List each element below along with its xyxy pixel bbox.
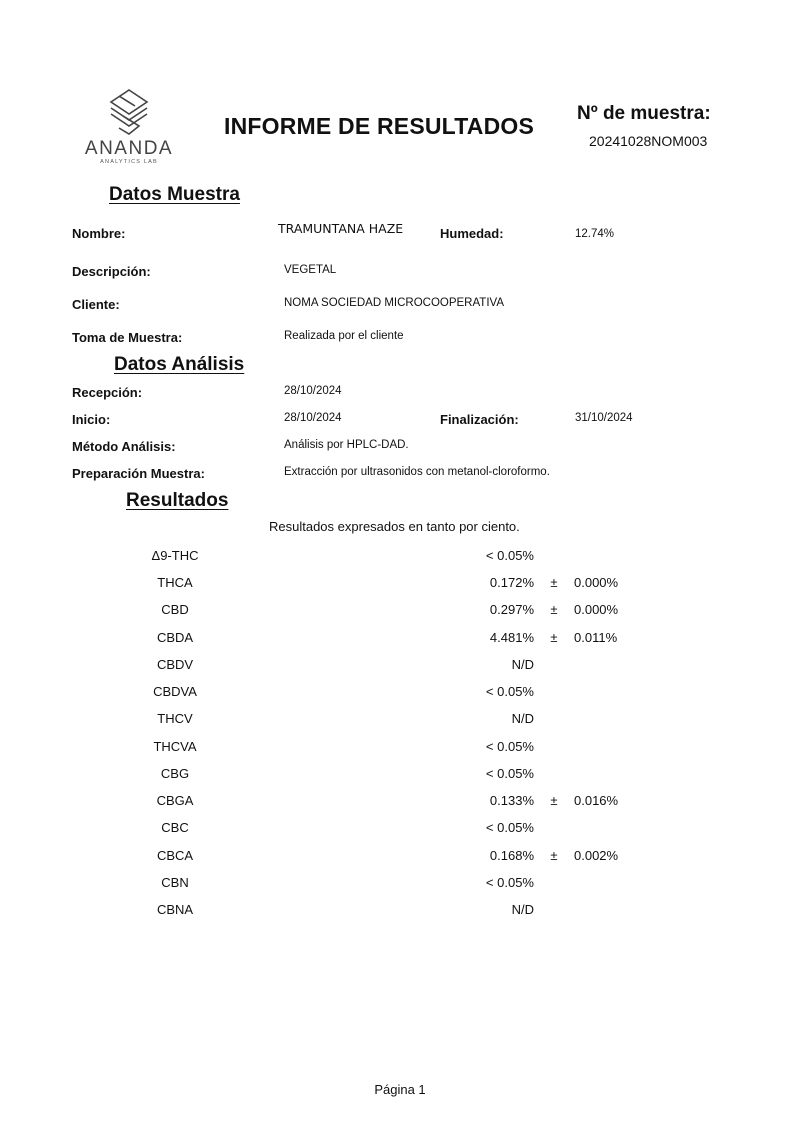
toma-muestra-label: Toma de Muestra: <box>72 330 183 345</box>
cannabinoid-name: THCV <box>157 711 193 726</box>
plus-minus: ± <box>550 793 558 808</box>
preparacion-value: Extracción por ultrasonidos con metanol-cloroformo. <box>284 466 550 478</box>
results-intro: Resultados expresados en tanto por ciento. <box>269 519 520 534</box>
metodo-value: Análisis por HPLC-DAD. <box>284 439 409 451</box>
humedad-label: Humedad: <box>440 226 504 241</box>
cannabinoid-value: < 0.05% <box>485 875 534 890</box>
nombre-value: TRAMUNTANA HAZE <box>278 221 404 236</box>
cannabinoid-name: CBDA <box>156 630 194 645</box>
uncertainty: 0.016% <box>574 793 619 808</box>
cannabinoid-name: CBCA <box>156 848 194 863</box>
cannabinoid-name: Δ9-THC <box>151 548 199 563</box>
plus-minus: ± <box>550 602 558 617</box>
cannabinoid-name: THCA <box>157 575 193 590</box>
inicio-value: 28/10/2024 <box>284 412 342 424</box>
uncertainty: 0.011% <box>574 630 618 645</box>
sample-number: 20241028NOM003 <box>589 133 708 149</box>
cannabinoid-value: 0.172% <box>489 575 534 590</box>
cannabinoid-value: 0.168% <box>489 848 534 863</box>
cliente-value: NOMA SOCIEDAD MICROCOOPERATIVA <box>284 297 505 309</box>
logo-subtitle: ANALYTICS LAB <box>100 159 158 165</box>
cannabinoid-value: < 0.05% <box>485 820 534 835</box>
plus-minus: ± <box>550 848 558 863</box>
cannabinoid-value: < 0.05% <box>485 548 534 563</box>
recepcion-label: Recepción: <box>72 385 143 400</box>
cannabinoid-name: CBGA <box>156 793 194 808</box>
cannabinoid-value: 0.297% <box>489 602 534 617</box>
section-resultados: Resultados <box>126 490 229 511</box>
cannabinoid-value: 4.481% <box>489 630 534 645</box>
logo <box>84 88 174 168</box>
descripcion-label: Descripción: <box>72 264 151 279</box>
finalizacion-label: Finalización: <box>440 412 519 427</box>
humedad-value: 12.74% <box>575 228 615 240</box>
uncertainty: 0.002% <box>574 848 619 863</box>
layered-diamond-icon <box>105 88 153 138</box>
plus-minus: ± <box>550 575 558 590</box>
section-datos-analisis: Datos Análisis <box>114 354 245 375</box>
inicio-label: Inicio: <box>72 412 111 427</box>
cannabinoid-name: CBD <box>161 602 189 617</box>
cannabinoid-name: CBDV <box>156 657 194 672</box>
cannabinoid-value: < 0.05% <box>485 684 534 699</box>
uncertainty: 0.000% <box>574 575 619 590</box>
recepcion-value: 28/10/2024 <box>284 385 342 397</box>
metodo-label: Método Análisis: <box>72 439 176 454</box>
plus-minus: ± <box>550 630 558 645</box>
finalizacion-value: 31/10/2024 <box>575 412 633 424</box>
cannabinoid-value: N/D <box>511 657 534 672</box>
cliente-label: Cliente: <box>72 297 120 312</box>
uncertainty: 0.000% <box>574 602 619 617</box>
report-title: INFORME DE RESULTADOS <box>224 113 535 139</box>
preparacion-label: Preparación Muestra: <box>72 466 205 481</box>
cannabinoid-name: CBG <box>160 766 190 781</box>
cannabinoid-name: CBN <box>161 875 189 890</box>
page-number: Página 1 <box>374 1082 426 1097</box>
descripcion-value: VEGETAL <box>284 264 337 276</box>
sample-number-label: Nº de muestra: <box>577 103 711 124</box>
cannabinoid-value: < 0.05% <box>485 766 534 781</box>
cannabinoid-value: N/D <box>511 711 534 726</box>
cannabinoid-name: CBNA <box>156 902 194 917</box>
toma-muestra-value: Realizada por el cliente <box>284 330 404 342</box>
cannabinoid-name: CBC <box>161 820 189 835</box>
section-datos-muestra: Datos Muestra <box>109 184 240 205</box>
cannabinoid-value: N/D <box>511 902 534 917</box>
nombre-label: Nombre: <box>72 226 126 241</box>
cannabinoid-value: < 0.05% <box>485 739 534 754</box>
cannabinoid-name: CBDVA <box>153 684 197 699</box>
cannabinoid-name: THCVA <box>153 739 197 754</box>
logo-wordmark: ANANDA <box>84 138 174 159</box>
cannabinoid-value: 0.133% <box>489 793 534 808</box>
